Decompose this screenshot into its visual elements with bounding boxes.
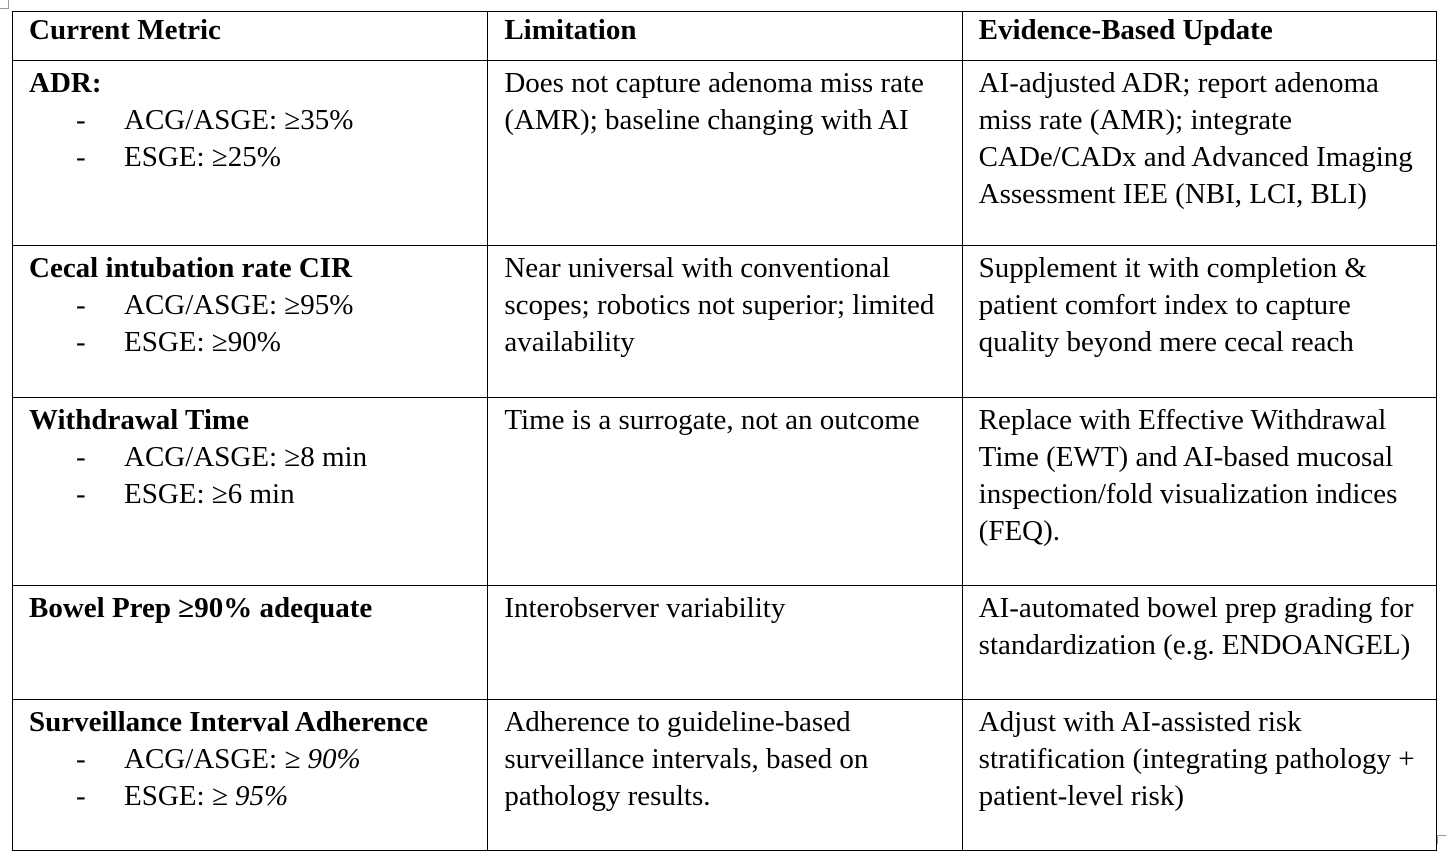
limitation-text: Does not capture adenoma miss rate (AMR); baseline changing with AI bbox=[504, 67, 924, 136]
update-cell bbox=[962, 398, 1436, 586]
target-label: ACG/ASGE: bbox=[124, 104, 285, 136]
list-dash: - bbox=[76, 478, 86, 510]
target-list bbox=[29, 439, 481, 513]
list-dash: - bbox=[76, 104, 86, 136]
corner-crop-mark-bottom-right bbox=[1437, 835, 1446, 844]
target-value: ≥ 90% bbox=[284, 743, 361, 775]
target-list bbox=[29, 287, 481, 361]
limitation-text: Time is a surrogate, not an outcome bbox=[504, 404, 920, 436]
target-value: ≥25% bbox=[211, 141, 281, 173]
update-text: Replace with Effective Withdrawal Time (EWT) and AI-based mucosal inspection/fold visualization indices (FEQ). bbox=[978, 404, 1398, 547]
list-dash: - bbox=[76, 441, 86, 473]
update-cell bbox=[962, 61, 1436, 246]
update-text: AI-automated bowel prep grading for standardization (e.g. ENDOANGEL) bbox=[978, 592, 1414, 661]
limitation-cell bbox=[488, 246, 962, 398]
target-item bbox=[29, 102, 481, 139]
metric-name: Withdrawal Time bbox=[29, 404, 249, 436]
target-value: ≥90% bbox=[211, 326, 281, 358]
target-label: ESGE: bbox=[124, 326, 212, 358]
metric-name: Bowel Prep ≥90% adequate bbox=[29, 592, 373, 624]
corner-crop-mark-top-left bbox=[0, 0, 9, 9]
limitation-cell bbox=[488, 700, 962, 851]
target-value: ≥35% bbox=[284, 104, 354, 136]
metric-cell bbox=[13, 700, 488, 851]
table-row bbox=[13, 700, 1437, 851]
target-label: ACG/ASGE: bbox=[124, 441, 285, 473]
metric-name: ADR: bbox=[29, 67, 102, 99]
target-item bbox=[29, 476, 481, 513]
table-row bbox=[13, 586, 1437, 700]
target-value: ≥6 min bbox=[211, 478, 295, 510]
table-header-row bbox=[13, 12, 1437, 61]
target-value: ≥95% bbox=[284, 289, 354, 321]
target-list bbox=[29, 741, 481, 815]
target-label: ACG/ASGE: bbox=[124, 743, 285, 775]
limitation-text: Near universal with conventional scopes; robotics not superior; limited availability bbox=[504, 252, 935, 358]
list-dash: - bbox=[76, 743, 86, 775]
target-item bbox=[29, 439, 481, 476]
update-cell bbox=[962, 586, 1436, 700]
target-item bbox=[29, 324, 481, 361]
target-list bbox=[29, 102, 481, 176]
colonoscopy-quality-metrics-table bbox=[12, 11, 1437, 851]
update-text: Supplement it with completion & patient comfort index to capture quality beyond mere cecal reach bbox=[978, 252, 1367, 358]
update-cell bbox=[962, 246, 1436, 398]
target-label: ESGE: bbox=[124, 780, 212, 812]
limitation-cell bbox=[488, 398, 962, 586]
target-item bbox=[29, 778, 481, 815]
target-label: ACG/ASGE: bbox=[124, 289, 285, 321]
update-cell bbox=[962, 700, 1436, 851]
limitation-cell bbox=[488, 586, 962, 700]
target-item bbox=[29, 287, 481, 324]
list-dash: - bbox=[76, 780, 86, 812]
limitation-cell bbox=[488, 61, 962, 246]
header-evidence-based-update: Evidence-Based Update bbox=[962, 12, 1436, 61]
target-label: ESGE: bbox=[124, 478, 212, 510]
target-value: ≥ 95% bbox=[211, 780, 289, 812]
metric-cell bbox=[13, 61, 488, 246]
limitation-text: Adherence to guideline-based surveillance intervals, based on pathology results. bbox=[504, 706, 869, 812]
metric-cell bbox=[13, 246, 488, 398]
table-row bbox=[13, 398, 1437, 586]
update-text: Adjust with AI-assisted risk stratification (integrating pathology + patient-level risk) bbox=[978, 706, 1415, 812]
header-limitation: Limitation bbox=[488, 12, 962, 61]
metric-cell bbox=[13, 586, 488, 700]
metric-cell bbox=[13, 398, 488, 586]
metric-name: Cecal intubation rate CIR bbox=[29, 252, 353, 284]
target-item bbox=[29, 139, 481, 176]
list-dash: - bbox=[76, 326, 86, 358]
table-row bbox=[13, 246, 1437, 398]
limitation-text: Interobserver variability bbox=[504, 592, 786, 624]
list-dash: - bbox=[76, 141, 86, 173]
metric-name: Surveillance Interval Adherence bbox=[29, 706, 428, 738]
header-current-metric: Current Metric bbox=[13, 12, 488, 61]
list-dash: - bbox=[76, 289, 86, 321]
target-item bbox=[29, 741, 481, 778]
update-text: AI-adjusted ADR; report adenoma miss rate (AMR); integrate CADe/CADx and Advanced Imaging Assessment IEE (NBI, LCI, BLI) bbox=[978, 67, 1413, 210]
target-label: ESGE: bbox=[124, 141, 212, 173]
target-value: ≥8 min bbox=[284, 441, 368, 473]
table-row bbox=[13, 61, 1437, 246]
